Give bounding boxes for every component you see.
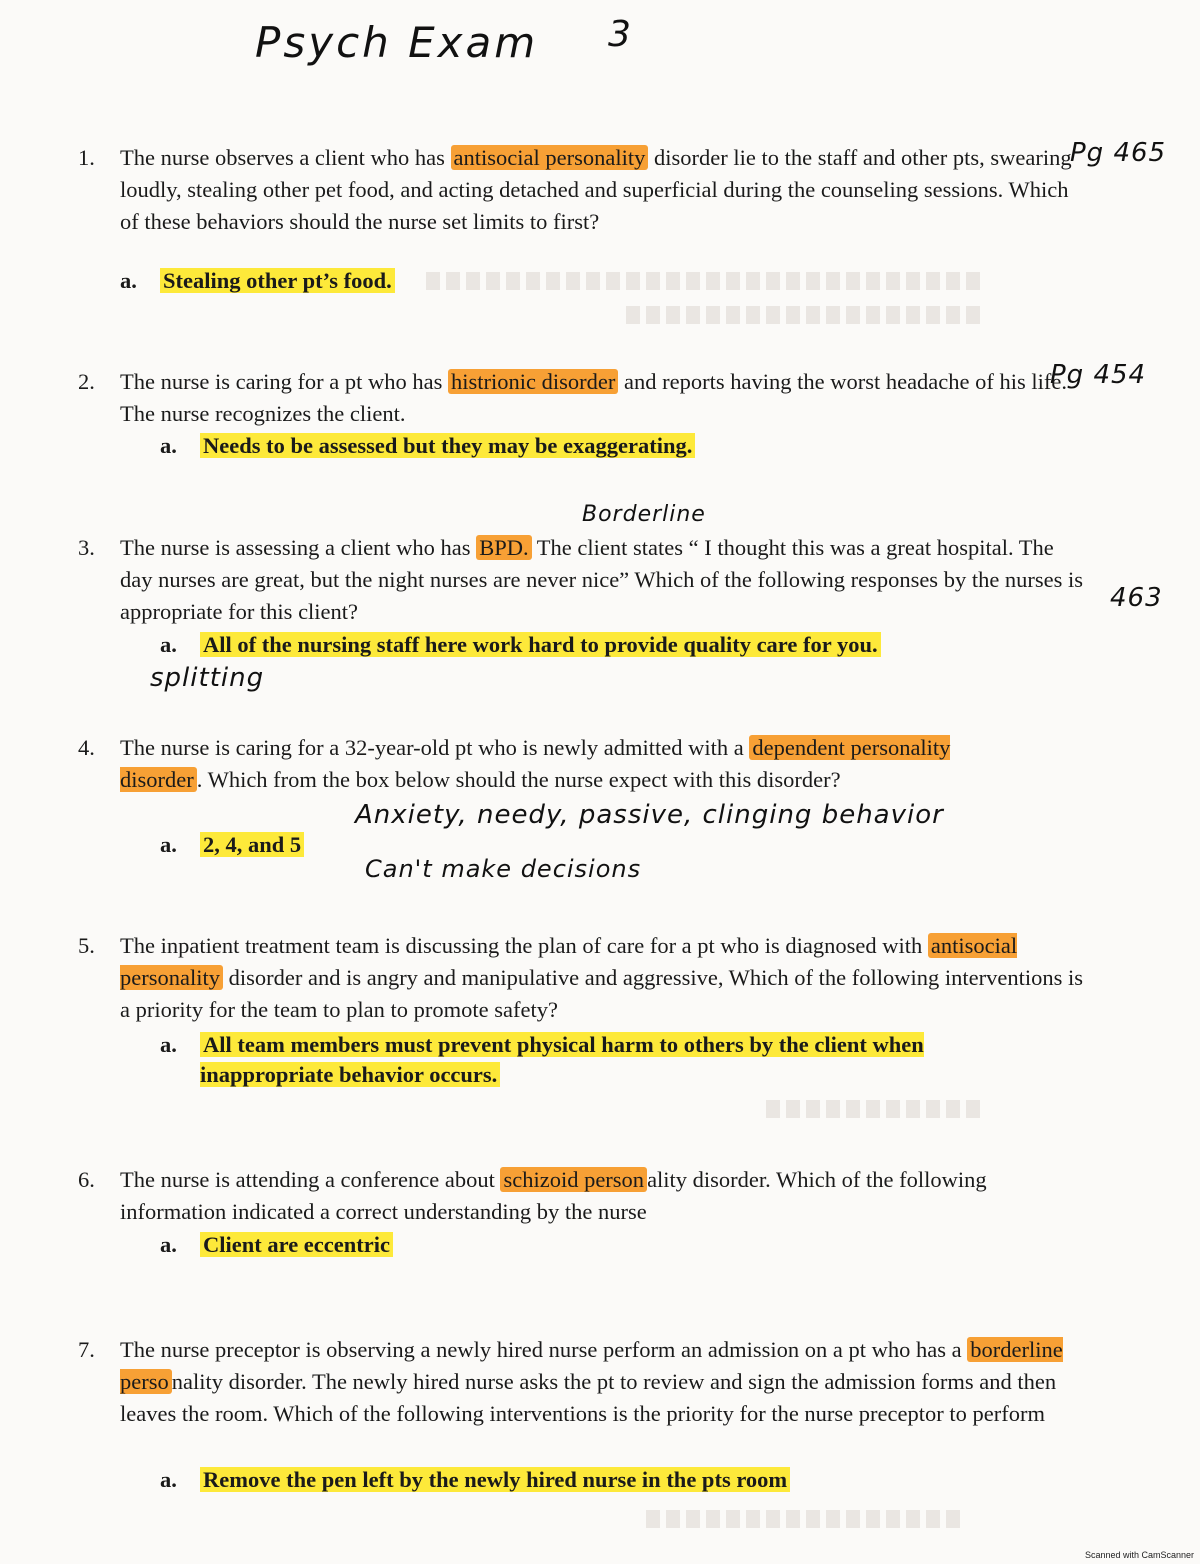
answer-5: a. All team members must prevent physical harm to others by the client when inappropriate behavior occurs. <box>160 1032 924 1087</box>
question-number: 7. <box>78 1337 95 1362</box>
question-text: The inpatient treatment team is discussing the plan of care for a pt who is diagnosed with antisocial personality disorder and is angry and manipulative and aggressive, Which of the following interventions is a priority for the team to plan to promote safety? <box>120 933 1083 1022</box>
bleed-through-mark <box>420 272 980 290</box>
answer-1: a. Stealing other pt’s food. <box>120 266 395 296</box>
orange-highlight: BPD. <box>476 535 531 560</box>
question-number: 6. <box>78 1167 95 1192</box>
handwritten-note-borderline: Borderline <box>582 502 706 527</box>
answer-7: a. Remove the pen left by the newly hired nurse in the pts room <box>160 1465 790 1495</box>
question-number: 3. <box>78 535 95 560</box>
question-text: The nurse is attending a conference about schizoid person ality disorder. Which of the following information indicated a correct understanding by the nurse <box>120 1167 987 1224</box>
question-text: The nurse is caring for a pt who has histrionic disorder and reports having the worst headache of his life. The nurse recognizes the client. <box>120 369 1067 426</box>
page-ref-q3: 463 <box>1110 583 1163 613</box>
question-text: The nurse is caring for a 32-year-old pt who is newly admitted with a dependent personality disorder . Which from the box below should the nurse expect with this disorder? <box>120 735 951 792</box>
orange-highlight: dependent personality disorder <box>120 735 951 792</box>
page-ref-q1: Pg 465 <box>1070 138 1167 168</box>
question-7 <box>78 1334 1088 1430</box>
question-number: 5. <box>78 933 95 958</box>
question-text: The nurse observes a client who has antisocial personality disorder lie to the staff and other pts, swearing loudly, stealing other pet food, and acting detached and superficial during the counseling sessions. Which of these behaviors should the nurse set limits to first? <box>120 145 1072 234</box>
yellow-highlight: Stealing other pt’s food. <box>160 268 395 293</box>
orange-highlight: histrionic disorder <box>448 369 618 394</box>
question-3 <box>78 532 1088 628</box>
bleed-through-mark <box>620 306 980 324</box>
yellow-highlight: Needs to be assessed but they may be exaggerating. <box>200 433 695 458</box>
answer-2: a. Needs to be assessed but they may be exaggerating. <box>160 431 695 461</box>
answer-3: a. All of the nursing staff here work hard to provide quality care for you. <box>160 630 881 660</box>
orange-highlight: antisocial personality <box>451 145 649 170</box>
question-number: 4. <box>78 735 95 760</box>
question-number: 1. <box>78 145 95 170</box>
answer-6: a. Client are eccentric <box>160 1230 393 1260</box>
handwritten-title: Psych Exam <box>255 18 539 67</box>
yellow-highlight: Remove the pen left by the newly hired nurse in the pts room <box>200 1467 790 1492</box>
question-number: 2. <box>78 369 95 394</box>
yellow-highlight: Client are eccentric <box>200 1232 393 1257</box>
handwritten-note-decisions: Can't make decisions <box>365 855 642 883</box>
bleed-through-mark <box>640 1510 960 1528</box>
question-text: The nurse is assessing a client who has BPD. The client states “ I thought this was a great hospital. The day nurses are great, but the night nurses are never nice” Which of the following responses by the nurses is appropriate for this client? <box>120 535 1084 624</box>
question-6 <box>78 1164 1088 1228</box>
answer-4: a. 2, 4, and 5 <box>160 830 304 860</box>
question-4 <box>78 732 1088 796</box>
question-text: The nurse preceptor is observing a newly hired nurse perform an admission on a pt who has a borderline perso nality disorder. The newly hired nurse asks the pt to review and sign the admission forms and then leaves the room. Which of the following interventions is the priority for the nurse preceptor to perform <box>120 1337 1063 1426</box>
yellow-highlight: 2, 4, and 5 <box>200 832 304 857</box>
orange-highlight: antisocial personality <box>120 933 1018 990</box>
question-2 <box>78 366 1088 430</box>
yellow-highlight: All of the nursing staff here work hard to provide quality care for you. <box>200 632 881 657</box>
handwritten-note-splitting: splitting <box>150 663 265 693</box>
bleed-through-mark <box>760 1100 980 1118</box>
question-5 <box>78 930 1088 1026</box>
handwritten-note-traits: Anxiety, needy, passive, clinging behavior <box>355 800 944 830</box>
orange-highlight: borderline perso <box>120 1337 1063 1394</box>
page-ref-q2: Pg 454 <box>1050 360 1147 390</box>
yellow-highlight: All team members must prevent physical harm to others by the client when inappropriate behavior occurs. <box>200 1032 924 1087</box>
handwritten-exam-number: 3 <box>608 14 632 55</box>
orange-highlight: schizoid person <box>500 1167 647 1192</box>
scanner-watermark: Scanned with CamScanner <box>1084 1550 1194 1560</box>
question-1 <box>78 142 1088 238</box>
